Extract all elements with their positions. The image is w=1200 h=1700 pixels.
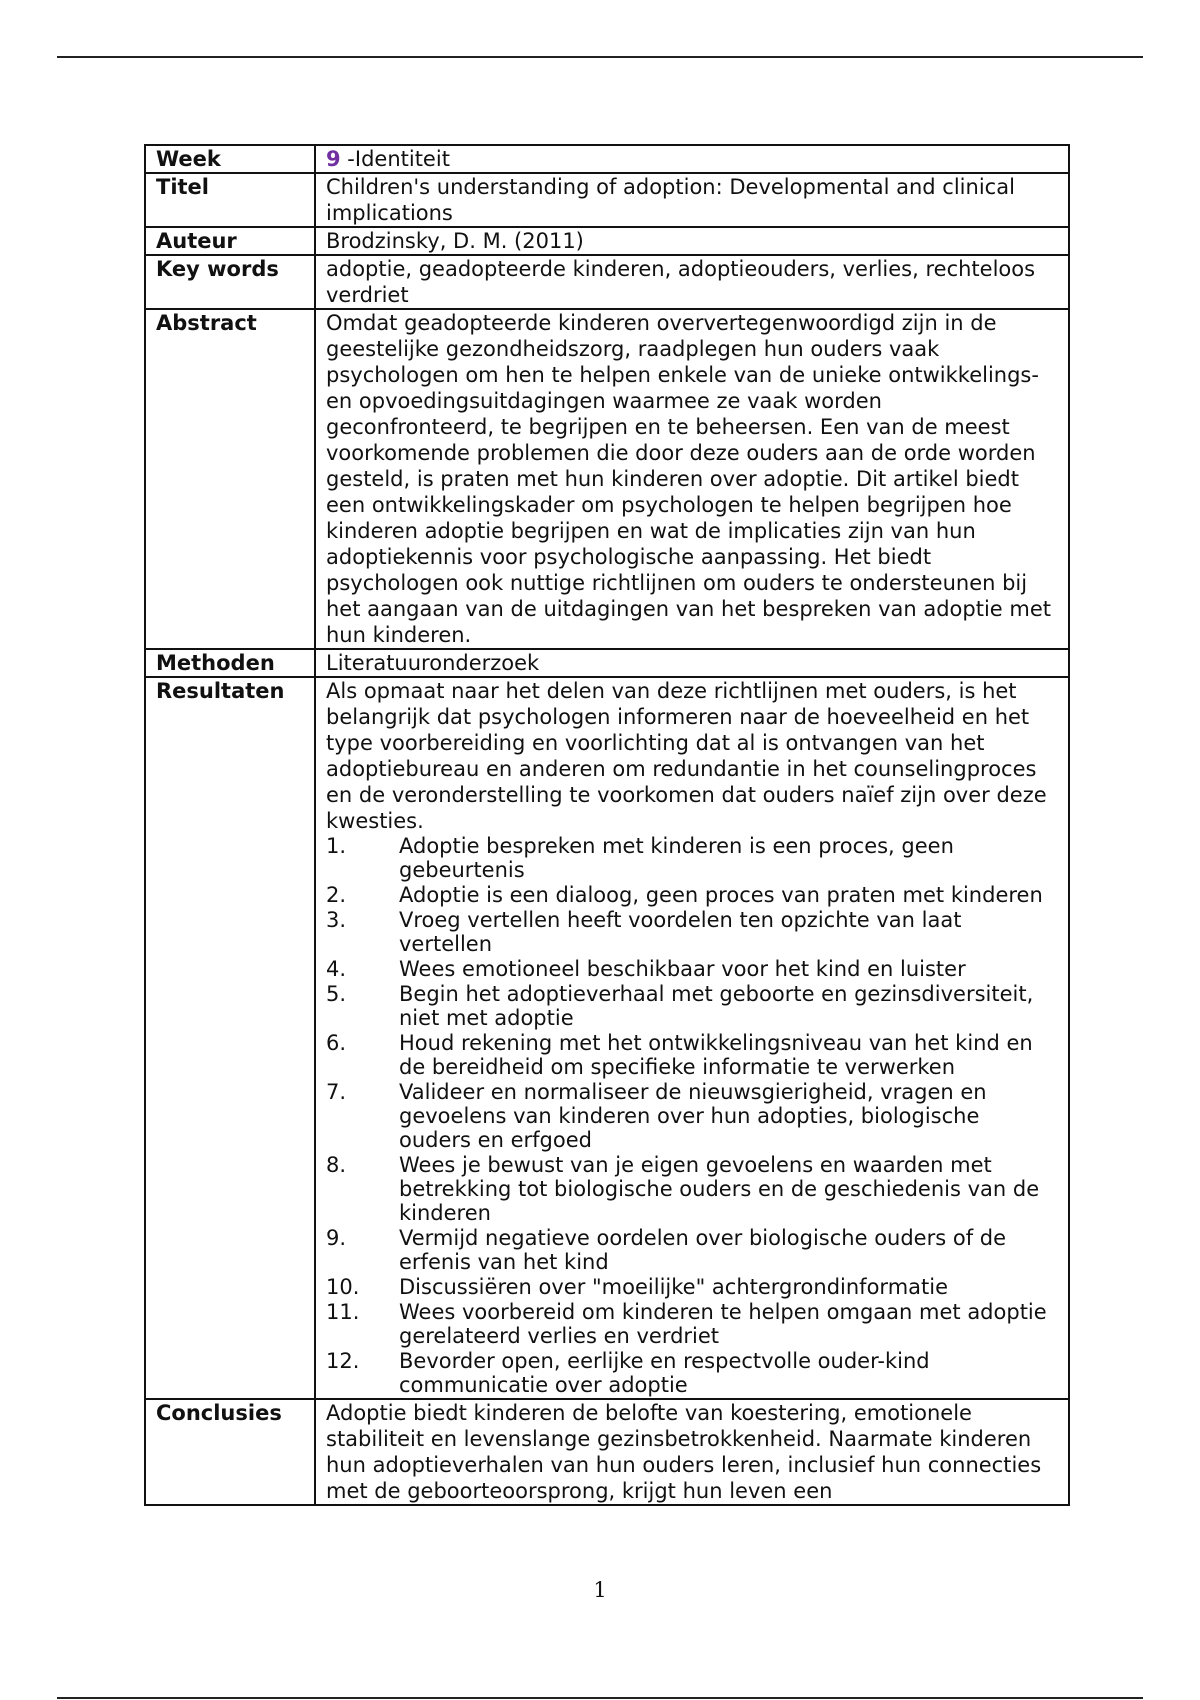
label-methoden: Methoden	[145, 649, 315, 677]
row-titel	[145, 173, 1069, 227]
list-item-number: 5.	[326, 982, 347, 1006]
list-item-text: Wees je bewust van je eigen gevoelens en waarden met betrekking tot biologische ouders en de geschiedenis van de kinderen	[399, 1153, 1040, 1225]
list-item	[326, 834, 1056, 882]
list-item-text: Begin het adoptieverhaal met geboorte en gezinsdiversiteit, niet met adoptie	[399, 982, 1034, 1030]
resultaten-intro: Als opmaat naar het delen van deze richtlijnen met ouders, is het belangrijk dat psychologen informeren naar de hoeveelheid en het type voorbereiding en voorlichting dat al is ontvangen van het adoptiebureau en anderen om redundantie in het counselingproces en de veronderstelling te voorkomen dat ouders naïef zijn over deze kwesties.	[326, 679, 1047, 833]
value-abstract: Omdat geadopteerde kinderen oververtegenwoordigd zijn in de geestelijke gezondheidszorg, raadplegen hun ouders vaak psychologen om hen te helpen enkele van de unieke ontwikkelings- en opvoedingsuitdagingen waarmee ze vaak worden geconfronteerd, te begrijpen en te beheersen. Een van de meest voorkomende problemen die door deze ouders aan de orde worden gesteld, is praten met hun kinderen over adoptie. Dit artikel biedt een ontwikkelingskader om psychologen te helpen begrijpen hoe kinderen adoptie begrijpen en wat de implicaties zijn van hun adoptiekennis voor psychologische aanpassing. Het biedt psychologen ook nuttige richtlijnen om ouders te ondersteunen bij het aangaan van de uitdagingen van het bespreken van adoptie met hun kinderen.	[315, 309, 1069, 649]
week-topic: -Identiteit	[340, 147, 450, 171]
list-item	[326, 1275, 1056, 1299]
list-item-number: 10.	[326, 1275, 360, 1299]
list-item-text: Wees emotioneel beschikbaar voor het kind en luister	[399, 957, 966, 981]
list-item-number: 2.	[326, 883, 347, 907]
list-item-number: 6.	[326, 1031, 347, 1055]
list-item	[326, 957, 1056, 981]
list-item	[326, 883, 1056, 907]
list-item	[326, 1080, 1056, 1152]
label-conclusies: Conclusies	[145, 1399, 315, 1505]
list-item	[326, 1300, 1056, 1348]
list-item-number: 9.	[326, 1226, 347, 1250]
list-item	[326, 982, 1056, 1030]
row-abstract	[145, 309, 1069, 649]
list-item	[326, 1226, 1056, 1274]
list-item-number: 11.	[326, 1300, 360, 1324]
value-methoden: Literatuuronderzoek	[315, 649, 1069, 677]
list-item-text: Bevorder open, eerlijke en respectvolle ouder-kind communicatie over adoptie	[399, 1349, 930, 1397]
week-number: 9	[326, 147, 341, 171]
row-resultaten	[145, 677, 1069, 1399]
value-resultaten	[315, 677, 1069, 1399]
guidelines-list	[326, 834, 1056, 1397]
list-item-number: 3.	[326, 908, 347, 932]
row-conclusies	[145, 1399, 1069, 1505]
label-keywords: Key words	[145, 255, 315, 309]
list-item-number: 1.	[326, 834, 347, 858]
label-titel: Titel	[145, 173, 315, 227]
header-rule	[57, 56, 1143, 58]
page-number: 1	[593, 1578, 607, 1602]
value-auteur: Brodzinsky, D. M. (2011)	[315, 227, 1069, 255]
article-summary-table	[144, 144, 1070, 1506]
row-week	[145, 145, 1069, 173]
list-item	[326, 908, 1056, 956]
row-keywords	[145, 255, 1069, 309]
list-item-text: Valideer en normaliseer de nieuwsgierigheid, vragen en gevoelens van kinderen over hun adopties, biologische ouders en erfgoed	[399, 1080, 987, 1152]
list-item-text: Vroeg vertellen heeft voordelen ten opzichte van laat vertellen	[399, 908, 962, 956]
value-keywords: adoptie, geadopteerde kinderen, adoptieouders, verlies, rechteloos verdriet	[315, 255, 1069, 309]
list-item	[326, 1349, 1056, 1397]
list-item-text: Adoptie is een dialoog, geen proces van praten met kinderen	[399, 883, 1043, 907]
list-item-number: 8.	[326, 1153, 347, 1177]
list-item	[326, 1031, 1056, 1079]
row-methoden	[145, 649, 1069, 677]
list-item-text: Adoptie bespreken met kinderen is een proces, geen gebeurtenis	[399, 834, 954, 882]
label-abstract: Abstract	[145, 309, 315, 649]
value-titel: Children's understanding of adoption: Developmental and clinical implications	[315, 173, 1069, 227]
label-resultaten: Resultaten	[145, 677, 315, 1399]
row-auteur	[145, 227, 1069, 255]
label-week: Week	[145, 145, 315, 173]
list-item-number: 4.	[326, 957, 347, 981]
label-auteur: Auteur	[145, 227, 315, 255]
list-item-number: 12.	[326, 1349, 360, 1373]
value-conclusies: Adoptie biedt kinderen de belofte van koestering, emotionele stabiliteit en levenslange gezinsbetrokkenheid. Naarmate kinderen hun adoptieverhalen van hun ouders leren, inclusief hun connecties met de geboorteoorsprong, krijgt hun leven een	[315, 1399, 1069, 1505]
list-item-number: 7.	[326, 1080, 347, 1104]
list-item	[326, 1153, 1056, 1225]
list-item-text: Houd rekening met het ontwikkelingsniveau van het kind en de bereidheid om specifieke informatie te verwerken	[399, 1031, 1033, 1079]
list-item-text: Wees voorbereid om kinderen te helpen omgaan met adoptie gerelateerd verlies en verdriet	[399, 1300, 1047, 1348]
list-item-text: Discussiëren over "moeilijke" achtergrondinformatie	[399, 1275, 949, 1299]
list-item-text: Vermijd negatieve oordelen over biologische ouders of de erfenis van het kind	[399, 1226, 1007, 1274]
footer-rule	[57, 1697, 1143, 1699]
value-week	[315, 145, 1069, 173]
